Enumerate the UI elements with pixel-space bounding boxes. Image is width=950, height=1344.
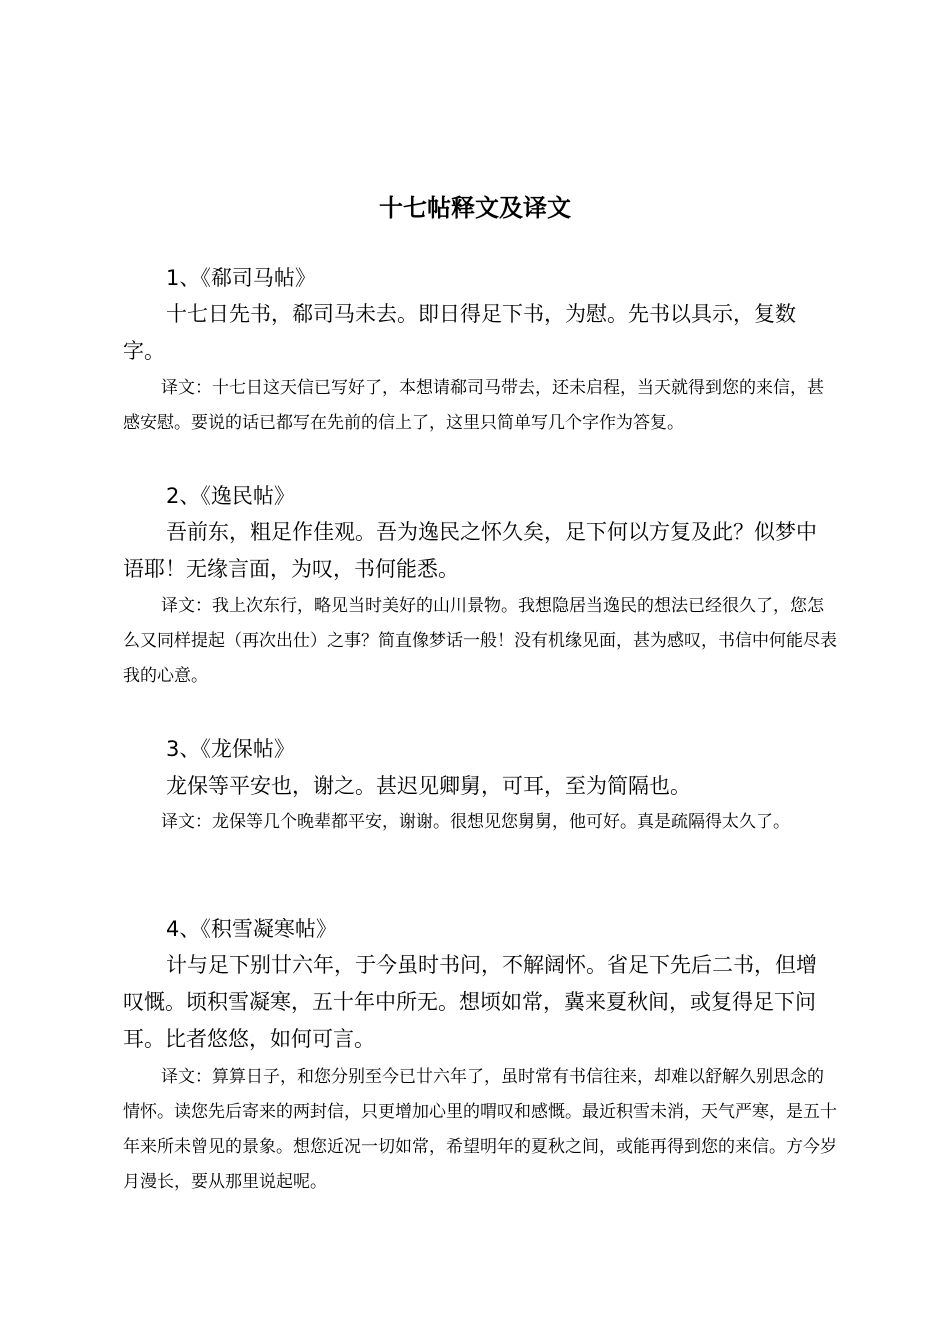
section-heading: 2、《逸民帖》 xyxy=(166,484,295,508)
section-heading: 3、《龙保帖》 xyxy=(166,737,295,761)
translation-text: 译文：算算日子，和您分别至今已廿六年了，虽时常有书信往来，却难以舒解久别思念的情怀。读您先后寄来的两封信，只更增加心里的喟叹和感慨。最近积雪未消，天气严寒，是五十年来所未曾见的景象。想您近况一切如常，希望明年的夏秋之间，或能再得到您的来信。方今岁月漫长，要从那里说起呢。 xyxy=(123,1067,837,1192)
translation-text: 译文：十七日这天信已写好了，本想请郗司马带去，还未启程，当天就得到您的来信，甚感安慰。要说的话已都写在先前的信上了，这里只简单写几个字作为答复。 xyxy=(123,378,824,433)
translation-text: 译文：我上次东行，略见当时美好的山川景物。我想隐居当逸民的想法已经很久了，您怎么又同样提起（再次出仕）之事？简直像梦话一般！没有机缘见面，甚为感叹，书信中何能尽表我的心意。 xyxy=(123,596,837,686)
translation-text: 译文：龙保等几个晚辈都平安，谢谢。很想见您舅舅，他可好。真是疏隔得太久了。 xyxy=(161,812,790,832)
section-heading: 1、《郗司马帖》 xyxy=(166,266,316,290)
original-text: 龙保等平安也，谢之。甚迟见卿舅，可耳，至为简隔也。 xyxy=(166,774,691,798)
original-text: 计与足下别廿六年，于今虽时书问，不解阔怀。省足下先后二书，但增叹慨。顷积雪凝寒，五十年中所无。想顷如常，冀来夏秋间，或复得足下问耳。比者悠悠，如何可言。 xyxy=(123,953,817,1051)
original-text: 吾前东，粗足作佳观。吾为逸民之怀久矣，足下何以方复及此？似梦中语耶！无缘言面，为叹，书何能悉。 xyxy=(123,520,817,581)
section-heading: 4、《积雪凝寒帖》 xyxy=(166,917,337,941)
page-title: 十七帖释文及译文 xyxy=(379,194,571,222)
original-text: 十七日先书，郗司马未去。即日得足下书，为慰。先书以具示，复数字。 xyxy=(123,302,796,363)
